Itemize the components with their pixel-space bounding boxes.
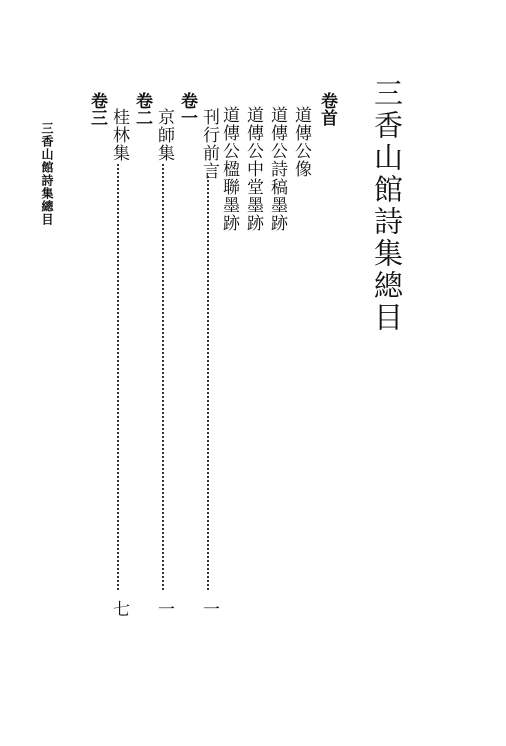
- volume-heading-juan1: 卷一: [177, 92, 197, 126]
- entry-poem-manuscript: 道傳公詩稿墨跡: [267, 106, 287, 232]
- running-head: 三香山館詩集總目: [40, 122, 54, 226]
- entry-couplet-calligraphy: 道傳公楹聯墨跡: [219, 106, 239, 232]
- page-number: 七: [109, 600, 129, 617]
- volume-heading-juanshou: 卷首: [317, 92, 337, 126]
- entry-portrait: 道傳公像: [291, 106, 311, 178]
- dot-leader: [207, 176, 209, 590]
- entry-guilin-collection: 桂林集: [109, 108, 129, 162]
- volume-heading-juan2: 卷二: [132, 92, 152, 126]
- page-number: 一: [199, 600, 219, 617]
- entry-preface: 刊行前言: [199, 108, 219, 180]
- dot-leader: [117, 164, 119, 590]
- volume-heading-juan3: 卷三: [87, 92, 107, 126]
- dot-leader: [162, 164, 164, 590]
- page-number: 一: [154, 600, 174, 617]
- entry-jingshi-collection: 京師集: [154, 108, 174, 162]
- page-title: 三香山館詩集總目: [370, 78, 404, 334]
- entry-hall-scroll: 道傳公中堂墨跡: [243, 106, 263, 232]
